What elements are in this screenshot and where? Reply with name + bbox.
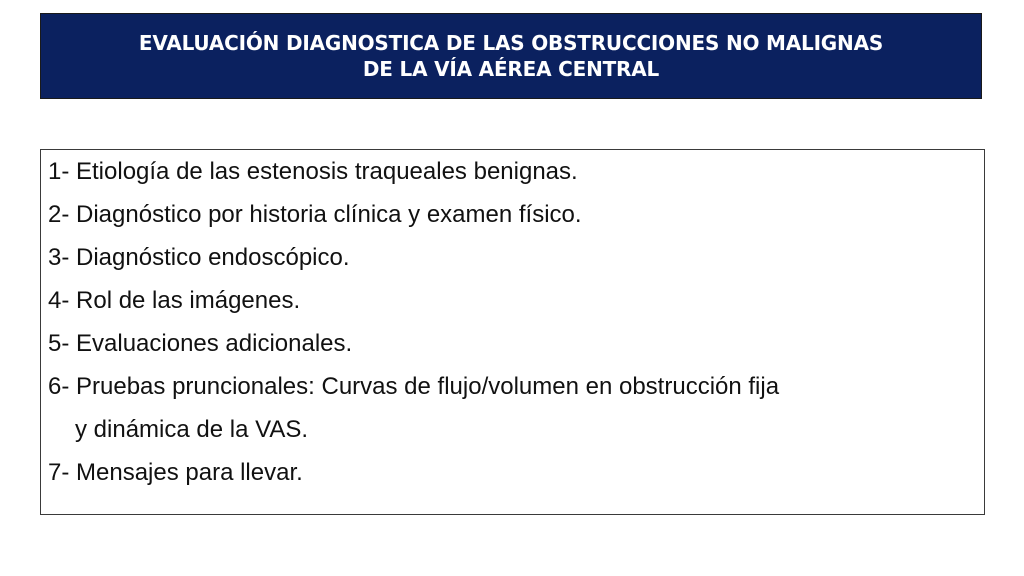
title-banner — [40, 13, 982, 99]
list-item-5: 5- Evaluaciones adicionales. — [48, 330, 353, 357]
list-item-1: 1- Etiología de las estenosis traqueales benignas. — [48, 158, 578, 185]
list-item-4: 4- Rol de las imágenes. — [48, 287, 301, 314]
title-line-2: DE LA VÍA AÉREA CENTRAL — [362, 57, 660, 81]
topic-list — [48, 150, 984, 494]
list-item-3: 3- Diagnóstico endoscópico. — [48, 244, 350, 271]
list-item-7: 7- Mensajes para llevar. — [48, 459, 303, 486]
content-box — [40, 149, 985, 515]
list-item-6-continuation: y dinámica de la VAS. — [75, 416, 309, 443]
title-line-1: EVALUACIÓN DIAGNOSTICA DE LAS OBSTRUCCIONES NO MALIGNAS — [138, 31, 884, 55]
list-item-2: 2- Diagnóstico por historia clínica y examen físico. — [48, 201, 582, 228]
list-item-6: 6- Pruebas pruncionales: Curvas de flujo/volumen en obstrucción fija — [48, 373, 780, 400]
